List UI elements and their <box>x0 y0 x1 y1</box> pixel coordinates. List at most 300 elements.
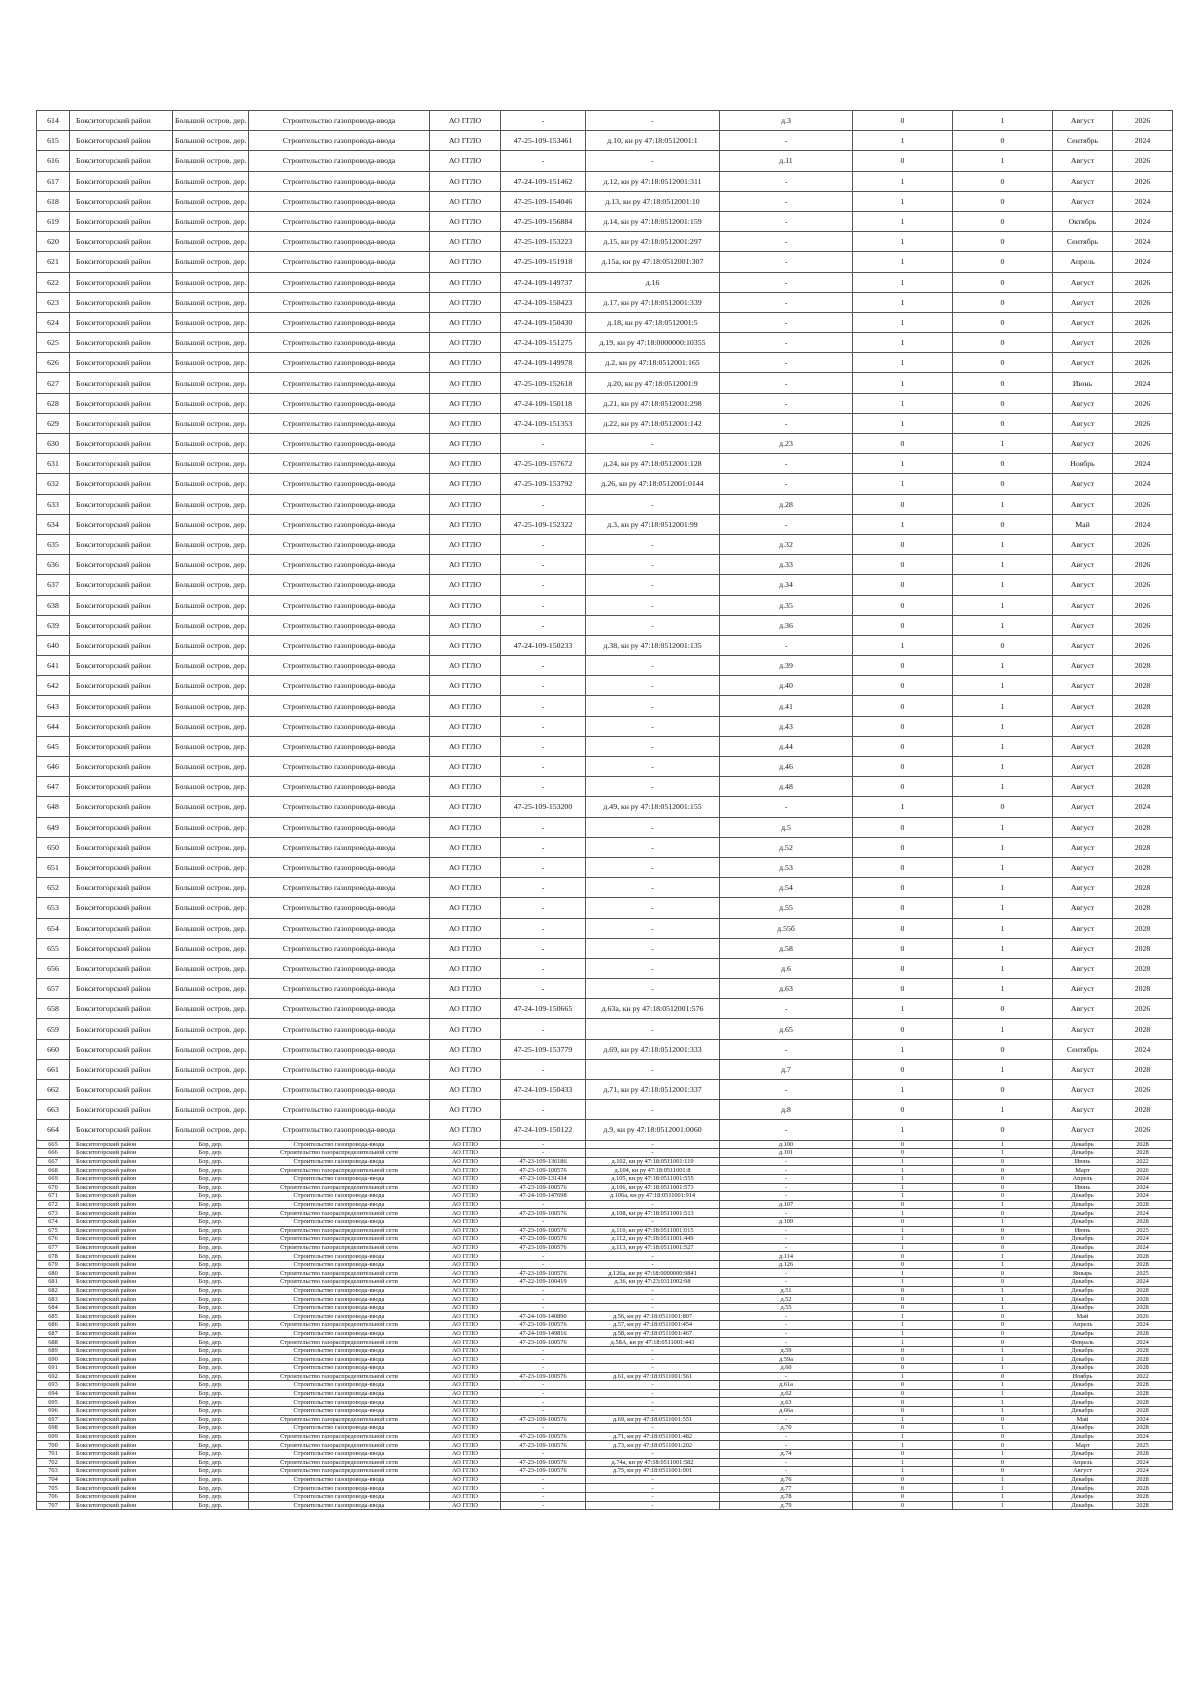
settlement-cell: Бор, дер. <box>173 1364 249 1373</box>
request-number-cell: - <box>501 1424 586 1433</box>
settlement-cell: Большой остров, дер. <box>173 272 249 292</box>
address-cell: - <box>720 171 853 191</box>
table-row <box>37 232 1173 252</box>
organization-cell: АО ГГЛО <box>430 211 501 231</box>
count-a-cell: 0 <box>853 1286 953 1295</box>
request-number-cell: 47-23-109-100576 <box>501 1467 586 1476</box>
request-number-cell: - <box>501 1140 586 1149</box>
table-row <box>37 676 1173 696</box>
address-cadastral-cell: д.63а, кн ру 47:18:0512001:576 <box>586 999 720 1019</box>
address-cadastral-cell: д.113, кн ру 47:18:0511001:527 <box>586 1243 720 1252</box>
request-number-cell: - <box>501 1303 586 1312</box>
settlement-cell: Бор, дер. <box>173 1467 249 1476</box>
month-cell: Июнь <box>1053 1183 1113 1192</box>
row-number-cell: 685 <box>37 1312 70 1321</box>
month-cell: Декабрь <box>1053 1501 1113 1510</box>
work-type-cell: Строительство газопровода-ввода <box>249 1501 430 1510</box>
row-number-cell: 671 <box>37 1192 70 1201</box>
address-cell: - <box>720 1458 853 1467</box>
table-row <box>37 1467 1173 1476</box>
settlement-cell: Бор, дер. <box>173 1381 249 1390</box>
table-row <box>37 1398 1173 1407</box>
row-number-cell: 665 <box>37 1140 70 1149</box>
district-cell: Бокситогорский район <box>70 1372 173 1381</box>
count-a-cell: 1 <box>853 272 953 292</box>
address-cell: д.35 <box>720 595 853 615</box>
month-cell: Август <box>1053 696 1113 716</box>
count-a-cell: 1 <box>853 1120 953 1140</box>
address-cell: - <box>720 131 853 151</box>
row-number-cell: 700 <box>37 1441 70 1450</box>
month-cell: Август <box>1053 353 1113 373</box>
address-cadastral-cell: - <box>586 1252 720 1261</box>
settlement-cell: Большой остров, дер. <box>173 797 249 817</box>
table-row <box>37 1157 1173 1166</box>
settlement-cell: Бор, дер. <box>173 1389 249 1398</box>
month-cell: Август <box>1053 898 1113 918</box>
organization-cell: АО ГГЛО <box>430 716 501 736</box>
organization-cell: АО ГГЛО <box>430 434 501 454</box>
address-cell: - <box>720 353 853 373</box>
work-type-cell: Строительство газопровода-ввода <box>249 1286 430 1295</box>
settlement-cell: Большой остров, дер. <box>173 211 249 231</box>
row-number-cell: 617 <box>37 171 70 191</box>
address-cadastral-cell: д.9, кн ру 47:18:0512001:0060 <box>586 1120 720 1140</box>
month-cell: Август <box>1053 918 1113 938</box>
month-cell: Август <box>1053 534 1113 554</box>
address-cadastral-cell: - <box>586 716 720 736</box>
address-cadastral-cell: - <box>586 575 720 595</box>
count-a-cell: 0 <box>853 595 953 615</box>
row-number-cell: 625 <box>37 333 70 353</box>
count-b-cell: 0 <box>953 211 1053 231</box>
row-number-cell: 666 <box>37 1149 70 1158</box>
organization-cell: АО ГГЛО <box>430 1059 501 1079</box>
row-number-cell: 707 <box>37 1501 70 1510</box>
organization-cell: АО ГГЛО <box>430 1381 501 1390</box>
work-type-cell: Строительство газопровода-ввода <box>249 1424 430 1433</box>
month-cell: Май <box>1053 1312 1113 1321</box>
district-cell: Бокситогорский район <box>70 1424 173 1433</box>
work-type-cell: Строительство газопровода-ввода <box>249 434 430 454</box>
district-cell: Бокситогорский район <box>70 353 173 373</box>
request-number-cell: - <box>501 1475 586 1484</box>
request-number-cell: 47-23-109-100576 <box>501 1226 586 1235</box>
organization-cell: АО ГГЛО <box>430 817 501 837</box>
table-row <box>37 171 1173 191</box>
month-cell: Октябрь <box>1053 211 1113 231</box>
organization-cell: АО ГГЛО <box>430 1406 501 1415</box>
row-number-cell: 673 <box>37 1209 70 1218</box>
count-b-cell: 1 <box>953 1217 1053 1226</box>
district-cell: Бокситогорский район <box>70 1059 173 1079</box>
count-b-cell: 1 <box>953 757 1053 777</box>
address-cadastral-cell: д.102, кн ру 47:18:0511001:119 <box>586 1157 720 1166</box>
count-a-cell: 1 <box>853 1329 953 1338</box>
count-b-cell: 1 <box>953 898 1053 918</box>
organization-cell: АО ГГЛО <box>430 635 501 655</box>
request-number-cell: - <box>501 111 586 131</box>
year-cell: 2028 <box>1113 696 1173 716</box>
organization-cell: АО ГГЛО <box>430 1192 501 1201</box>
district-cell: Бокситогорский район <box>70 494 173 514</box>
month-cell: Июнь <box>1053 373 1113 393</box>
work-type-cell: Строительство газопровода-ввода <box>249 615 430 635</box>
count-a-cell: 0 <box>853 1295 953 1304</box>
count-b-cell: 0 <box>953 1467 1053 1476</box>
settlement-cell: Бор, дер. <box>173 1235 249 1244</box>
organization-cell: АО ГГЛО <box>430 272 501 292</box>
work-type-cell: Строительство газопровода-ввода <box>249 918 430 938</box>
row-number-cell: 695 <box>37 1398 70 1407</box>
work-type-cell: Строительство газопровода-ввода <box>249 232 430 252</box>
address-cadastral-cell: - <box>586 736 720 756</box>
address-cadastral-cell: - <box>586 898 720 918</box>
month-cell: Август <box>1053 595 1113 615</box>
month-cell: Май <box>1053 514 1113 534</box>
settlement-cell: Большой остров, дер. <box>173 1059 249 1079</box>
work-type-cell: Строительство газопровода-ввода <box>249 716 430 736</box>
request-number-cell: - <box>501 1355 586 1364</box>
address-cell: д.77 <box>720 1484 853 1493</box>
row-number-cell: 669 <box>37 1174 70 1183</box>
count-b-cell: 1 <box>953 615 1053 635</box>
settlement-cell: Бор, дер. <box>173 1338 249 1347</box>
row-number-cell: 623 <box>37 292 70 312</box>
district-cell: Бокситогорский район <box>70 1329 173 1338</box>
settlement-cell: Бор, дер. <box>173 1312 249 1321</box>
request-number-cell: - <box>501 555 586 575</box>
request-number-cell: - <box>501 575 586 595</box>
district-cell: Бокситогорский район <box>70 534 173 554</box>
address-cell: д.3 <box>720 111 853 131</box>
count-b-cell: 0 <box>953 1157 1053 1166</box>
request-number-cell: 47-23-109-131434 <box>501 1174 586 1183</box>
district-cell: Бокситогорский район <box>70 575 173 595</box>
address-cell: д.79 <box>720 1501 853 1510</box>
work-type-cell: Строительство газопровода-ввода <box>249 252 430 272</box>
organization-cell: АО ГГЛО <box>430 151 501 171</box>
year-cell: 2026 <box>1113 393 1173 413</box>
count-b-cell: 0 <box>953 1080 1053 1100</box>
district-cell: Бокситогорский район <box>70 716 173 736</box>
count-b-cell: 0 <box>953 1338 1053 1347</box>
work-type-cell: Строительство газопровода-ввода <box>249 413 430 433</box>
address-cadastral-cell: д.61, кн ру 47:18:0511001:561 <box>586 1372 720 1381</box>
row-number-cell: 626 <box>37 353 70 373</box>
district-cell: Бокситогорский район <box>70 151 173 171</box>
count-a-cell: 0 <box>853 494 953 514</box>
organization-cell: АО ГГЛО <box>430 938 501 958</box>
count-a-cell: 0 <box>853 716 953 736</box>
work-type-cell: Строительство газопровода-ввода <box>249 1120 430 1140</box>
month-cell: Август <box>1053 635 1113 655</box>
year-cell: 2026 <box>1113 272 1173 292</box>
table-row <box>37 857 1173 877</box>
settlement-cell: Большой остров, дер. <box>173 393 249 413</box>
organization-cell: АО ГГЛО <box>430 474 501 494</box>
row-number-cell: 636 <box>37 555 70 575</box>
settlement-cell: Большой остров, дер. <box>173 696 249 716</box>
address-cadastral-cell: д.14, кн ру 47:18:0512001:159 <box>586 211 720 231</box>
month-cell: Декабрь <box>1053 1149 1113 1158</box>
organization-cell: АО ГГЛО <box>430 1080 501 1100</box>
year-cell: 2026 <box>1113 595 1173 615</box>
count-b-cell: 0 <box>953 1243 1053 1252</box>
settlement-cell: Большой остров, дер. <box>173 474 249 494</box>
count-a-cell: 0 <box>853 1364 953 1373</box>
count-a-cell: 1 <box>853 252 953 272</box>
address-cell: - <box>720 393 853 413</box>
count-b-cell: 0 <box>953 1235 1053 1244</box>
count-b-cell: 1 <box>953 1059 1053 1079</box>
settlement-cell: Бор, дер. <box>173 1458 249 1467</box>
work-type-cell: Строительство газопровода-ввода <box>249 151 430 171</box>
address-cadastral-cell: д.19, кн ру 47:18:0000000:10355 <box>586 333 720 353</box>
organization-cell: АО ГГЛО <box>430 1484 501 1493</box>
month-cell: Май <box>1053 1415 1113 1424</box>
address-cell: д.55 <box>720 1303 853 1312</box>
table-row <box>37 1389 1173 1398</box>
row-number-cell: 654 <box>37 918 70 938</box>
table-row <box>37 1321 1173 1330</box>
address-cadastral-cell: - <box>586 1484 720 1493</box>
work-type-cell: Строительство газопровода-ввода <box>249 272 430 292</box>
settlement-cell: Большой остров, дер. <box>173 837 249 857</box>
month-cell: Август <box>1053 736 1113 756</box>
count-b-cell: 1 <box>953 1303 1053 1312</box>
address-cell: д.74 <box>720 1449 853 1458</box>
table-body <box>37 111 1173 1510</box>
row-number-cell: 699 <box>37 1432 70 1441</box>
settlement-cell: Большой остров, дер. <box>173 1039 249 1059</box>
year-cell: 2028 <box>1113 1149 1173 1158</box>
organization-cell: АО ГГЛО <box>430 111 501 131</box>
organization-cell: АО ГГЛО <box>430 1321 501 1330</box>
count-a-cell: 1 <box>853 1312 953 1321</box>
address-cell: - <box>720 1166 853 1175</box>
table-row <box>37 191 1173 211</box>
month-cell: Декабрь <box>1053 1192 1113 1201</box>
count-a-cell: 1 <box>853 1209 953 1218</box>
count-b-cell: 0 <box>953 1321 1053 1330</box>
year-cell: 2026 <box>1113 353 1173 373</box>
table-row <box>37 393 1173 413</box>
year-cell: 2022 <box>1113 1157 1173 1166</box>
month-cell: Август <box>1053 999 1113 1019</box>
table-row <box>37 1209 1173 1218</box>
row-number-cell: 684 <box>37 1303 70 1312</box>
request-number-cell: 47-25-109-152322 <box>501 514 586 534</box>
district-cell: Бокситогорский район <box>70 1441 173 1450</box>
address-cadastral-cell: д.74а, кн ру 47:18:0511001:582 <box>586 1458 720 1467</box>
district-cell: Бокситогорский район <box>70 1501 173 1510</box>
month-cell: Август <box>1053 777 1113 797</box>
month-cell: Август <box>1053 615 1113 635</box>
row-number-cell: 680 <box>37 1269 70 1278</box>
settlement-cell: Бор, дер. <box>173 1157 249 1166</box>
year-cell: 2028 <box>1113 1059 1173 1079</box>
address-cadastral-cell: - <box>586 1449 720 1458</box>
count-a-cell: 1 <box>853 1226 953 1235</box>
district-cell: Бокситогорский район <box>70 817 173 837</box>
month-cell: Август <box>1053 656 1113 676</box>
count-b-cell: 0 <box>953 292 1053 312</box>
year-cell: 2028 <box>1113 1406 1173 1415</box>
year-cell: 2024 <box>1113 1467 1173 1476</box>
request-number-cell: 47-24-109-147698 <box>501 1192 586 1201</box>
request-number-cell: 47-23-109-100576 <box>501 1441 586 1450</box>
count-b-cell: 1 <box>953 1492 1053 1501</box>
district-cell: Бокситогорский район <box>70 1467 173 1476</box>
year-cell: 2028 <box>1113 676 1173 696</box>
request-number-cell: 47-24-109-150122 <box>501 1120 586 1140</box>
address-cadastral-cell: - <box>586 1100 720 1120</box>
work-type-cell: Строительство газопровода-ввода <box>249 131 430 151</box>
work-type-cell: Строительство газопровода-ввода <box>249 1303 430 1312</box>
month-cell: Март <box>1053 1441 1113 1450</box>
address-cell: д.63 <box>720 979 853 999</box>
count-b-cell: 1 <box>953 1424 1053 1433</box>
count-a-cell: 1 <box>853 1338 953 1347</box>
request-number-cell: 47-23-109-100576 <box>501 1432 586 1441</box>
address-cadastral-cell: - <box>586 555 720 575</box>
organization-cell: АО ГГЛО <box>430 1355 501 1364</box>
settlement-cell: Большой остров, дер. <box>173 857 249 877</box>
row-number-cell: 622 <box>37 272 70 292</box>
count-a-cell: 0 <box>853 1200 953 1209</box>
row-number-cell: 686 <box>37 1321 70 1330</box>
table-row <box>37 595 1173 615</box>
month-cell: Декабрь <box>1053 1286 1113 1295</box>
month-cell: Август <box>1053 111 1113 131</box>
table-row <box>37 454 1173 474</box>
year-cell: 2026 <box>1113 292 1173 312</box>
count-a-cell: 1 <box>853 1166 953 1175</box>
row-number-cell: 645 <box>37 736 70 756</box>
year-cell: 2024 <box>1113 1209 1173 1218</box>
table-row <box>37 1295 1173 1304</box>
organization-cell: АО ГГЛО <box>430 1389 501 1398</box>
settlement-cell: Большой остров, дер. <box>173 312 249 332</box>
month-cell: Август <box>1053 272 1113 292</box>
organization-cell: АО ГГЛО <box>430 1398 501 1407</box>
address-cell: - <box>720 1157 853 1166</box>
request-number-cell: 47-24-109-151353 <box>501 413 586 433</box>
month-cell: Август <box>1053 757 1113 777</box>
count-b-cell: 1 <box>953 555 1053 575</box>
year-cell: 2024 <box>1113 454 1173 474</box>
address-cadastral-cell: д.15а, кн ру 47:18:0512001:307 <box>586 252 720 272</box>
work-type-cell: Строительство газопровода-ввода <box>249 555 430 575</box>
month-cell: Сентябрь <box>1053 131 1113 151</box>
table-row <box>37 1252 1173 1261</box>
month-cell: Август <box>1053 151 1113 171</box>
settlement-cell: Бор, дер. <box>173 1441 249 1450</box>
table-row <box>37 272 1173 292</box>
district-cell: Бокситогорский район <box>70 595 173 615</box>
row-number-cell: 705 <box>37 1484 70 1493</box>
work-type-cell: Строительство газопровода-ввода <box>249 757 430 777</box>
year-cell: 2026 <box>1113 111 1173 131</box>
month-cell: Апрель <box>1053 1174 1113 1183</box>
request-number-cell: 47-24-109-149978 <box>501 353 586 373</box>
organization-cell: АО ГГЛО <box>430 757 501 777</box>
count-a-cell: 0 <box>853 1355 953 1364</box>
work-type-cell: Строительство газопровода-ввода <box>249 1080 430 1100</box>
address-cell: д.43 <box>720 716 853 736</box>
year-cell: 2028 <box>1113 1200 1173 1209</box>
district-cell: Бокситогорский район <box>70 615 173 635</box>
district-cell: Бокситогорский район <box>70 1174 173 1183</box>
settlement-cell: Бор, дер. <box>173 1140 249 1149</box>
organization-cell: АО ГГЛО <box>430 1260 501 1269</box>
count-b-cell: 1 <box>953 878 1053 898</box>
district-cell: Бокситогорский район <box>70 1389 173 1398</box>
count-b-cell: 1 <box>953 1140 1053 1149</box>
organization-cell: АО ГГЛО <box>430 1183 501 1192</box>
table-row <box>37 514 1173 534</box>
request-number-cell: 47-23-109-100576 <box>501 1372 586 1381</box>
count-a-cell: 1 <box>853 1467 953 1476</box>
count-b-cell: 0 <box>953 1166 1053 1175</box>
row-number-cell: 650 <box>37 837 70 857</box>
settlement-cell: Большой остров, дер. <box>173 514 249 534</box>
row-number-cell: 679 <box>37 1260 70 1269</box>
table-row <box>37 1449 1173 1458</box>
table-row <box>37 1484 1173 1493</box>
table-row <box>37 1059 1173 1079</box>
settlement-cell: Большой остров, дер. <box>173 736 249 756</box>
settlement-cell: Большой остров, дер. <box>173 1019 249 1039</box>
address-cell: - <box>720 312 853 332</box>
row-number-cell: 682 <box>37 1286 70 1295</box>
address-cell: д.109 <box>720 1217 853 1226</box>
table-row <box>37 1039 1173 1059</box>
address-cadastral-cell: - <box>586 938 720 958</box>
count-a-cell: 0 <box>853 1149 953 1158</box>
count-b-cell: 0 <box>953 191 1053 211</box>
work-type-cell: Строительство газопровода-ввода <box>249 575 430 595</box>
count-b-cell: 0 <box>953 514 1053 534</box>
district-cell: Бокситогорский район <box>70 1269 173 1278</box>
month-cell: Декабрь <box>1053 1252 1113 1261</box>
count-a-cell: 0 <box>853 1260 953 1269</box>
work-type-cell: Строительство газопровода-ввода <box>249 1389 430 1398</box>
work-type-cell: Строительство газораспределительной сети <box>249 1467 430 1476</box>
row-number-cell: 674 <box>37 1217 70 1226</box>
count-b-cell: 1 <box>953 1149 1053 1158</box>
month-cell: Сентябрь <box>1053 1039 1113 1059</box>
work-type-cell: Строительство газопровода-ввода <box>249 1329 430 1338</box>
work-type-cell: Строительство газопровода-ввода <box>249 635 430 655</box>
table-row <box>37 1381 1173 1390</box>
count-b-cell: 0 <box>953 1120 1053 1140</box>
year-cell: 2028 <box>1113 1019 1173 1039</box>
organization-cell: АО ГГЛО <box>430 777 501 797</box>
address-cadastral-cell: - <box>586 1398 720 1407</box>
table-row <box>37 615 1173 635</box>
district-cell: Бокситогорский район <box>70 1484 173 1493</box>
address-cell: - <box>720 1278 853 1287</box>
count-a-cell: 0 <box>853 696 953 716</box>
year-cell: 2024 <box>1113 1415 1173 1424</box>
row-number-cell: 704 <box>37 1475 70 1484</box>
organization-cell: АО ГГЛО <box>430 1019 501 1039</box>
settlement-cell: Бор, дер. <box>173 1432 249 1441</box>
count-b-cell: 1 <box>953 1381 1053 1390</box>
organization-cell: АО ГГЛО <box>430 252 501 272</box>
